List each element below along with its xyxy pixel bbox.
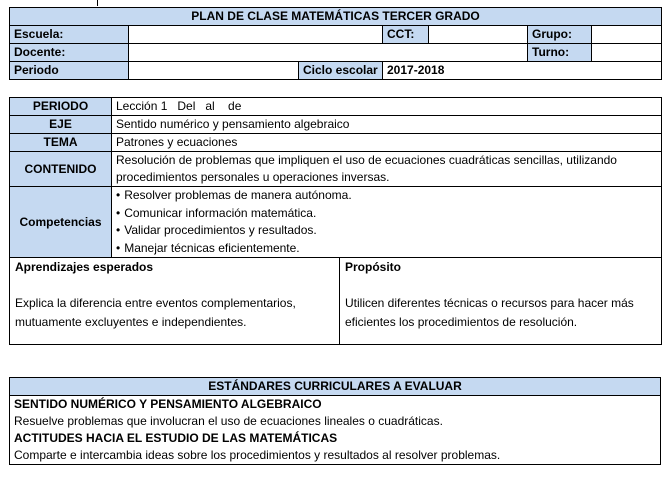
competencias-list xyxy=(116,187,657,257)
lesson-periodo-value: Lección 1 Del al de xyxy=(112,98,662,116)
proposito-label: Propósito xyxy=(345,260,401,274)
aprendizajes-label: Aprendizajes esperados xyxy=(15,260,154,274)
standards-section1-text: Resuelve problemas que involucran el uso de ecuaciones lineales o cuadráticas. xyxy=(10,413,661,430)
aprendizajes-cell xyxy=(10,258,340,345)
contenido-value: Resolución de problemas que impliquen el uso de ecuaciones cuadráticas sencillas, utilizando procedimientos personales u operaciones inversas. xyxy=(112,152,662,187)
ciclo-label: Ciclo escolar xyxy=(299,62,383,80)
ciclo-field[interactable]: 2017-2018 xyxy=(383,62,662,80)
grupo-field[interactable] xyxy=(592,26,662,44)
proposito-value: Utilicen diferentes técnicas o recursos para hacer más eficientes los procedimientos de resolución. xyxy=(345,296,634,329)
competencias-list-cell xyxy=(112,187,662,258)
escuela-field[interactable] xyxy=(129,26,383,44)
lesson-periodo-label: PERIODO xyxy=(10,98,112,116)
periodo-label: Periodo xyxy=(10,62,129,80)
standards-table xyxy=(9,377,661,465)
competencia-item: • Comunicar información matemática. xyxy=(116,205,657,223)
eje-value: Sentido numérico y pensamiento algebraico xyxy=(112,116,662,134)
lesson-table xyxy=(9,97,662,345)
docente-label: Docente: xyxy=(10,44,129,62)
periodo-field[interactable] xyxy=(129,62,299,80)
page-margin-mark xyxy=(97,0,98,6)
standards-section2-text: Comparte e intercambia ideas sobre los procedimientos y resultados al resolver problemas. xyxy=(10,447,661,465)
class-plan-header-table xyxy=(9,7,662,80)
tema-label: TEMA xyxy=(10,134,112,152)
contenido-label: CONTENIDO xyxy=(10,152,112,187)
cct-label: CCT: xyxy=(383,26,429,44)
grupo-label: Grupo: xyxy=(528,26,592,44)
competencia-item: • Resolver problemas de manera autónoma. xyxy=(116,187,657,205)
turno-label: Turno: xyxy=(528,44,592,62)
eje-label: EJE xyxy=(10,116,112,134)
turno-field[interactable] xyxy=(592,44,662,62)
docente-field[interactable] xyxy=(129,44,528,62)
standards-title: ESTÁNDARES CURRICULARES A EVALUAR xyxy=(10,378,661,396)
standards-section1-title: SENTIDO NUMÉRICO Y PENSAMIENTO ALGEBRAICO xyxy=(10,396,661,414)
tema-value: Patrones y ecuaciones xyxy=(112,134,662,152)
aprendizajes-value: Explica la diferencia entre eventos complementarios, mutuamente excluyentes e independientes. xyxy=(15,296,296,329)
competencias-label: Competencias xyxy=(10,187,112,258)
competencia-item: • Validar procedimientos y resultados. xyxy=(116,222,657,240)
competencia-item: • Manejar técnicas eficientemente. xyxy=(116,240,657,258)
document-title: PLAN DE CLASE MATEMÁTICAS TERCER GRADO xyxy=(10,8,662,26)
proposito-cell xyxy=(340,258,662,345)
cct-field[interactable] xyxy=(429,26,528,44)
escuela-label: Escuela: xyxy=(10,26,129,44)
standards-section2-title: ACTITUDES HACIA EL ESTUDIO DE LAS MATEMÁTICAS xyxy=(10,430,661,447)
